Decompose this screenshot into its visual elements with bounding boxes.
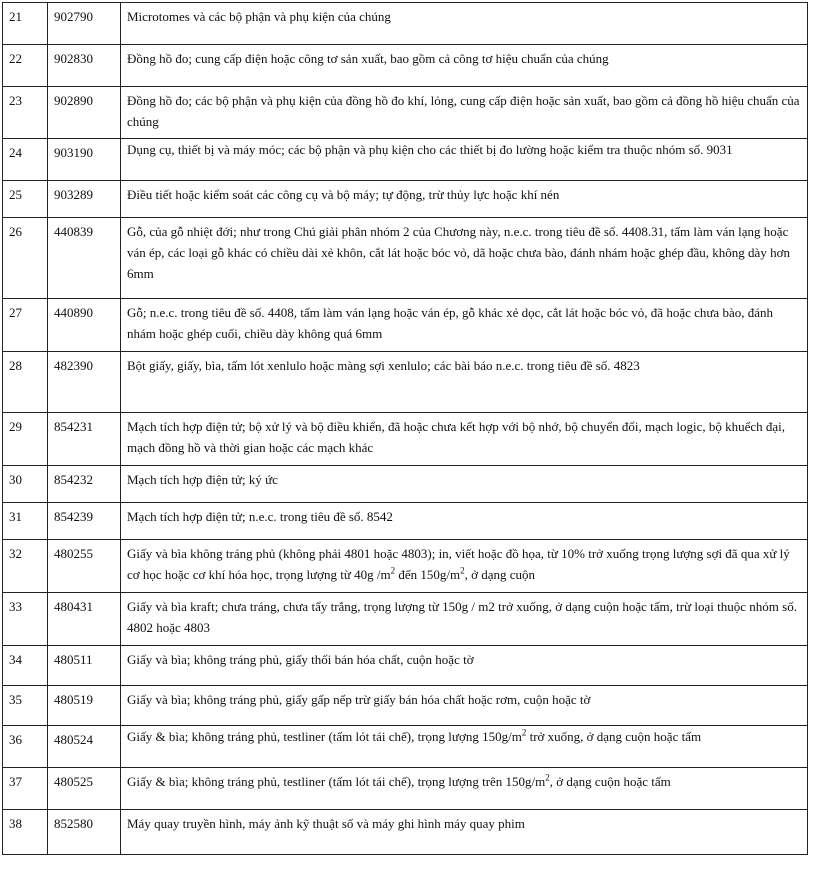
product-description: Giấy & bìa; không tráng phủ, testliner (tấm lót tái chế), trọng lượng $150g/m^2$ trở xuống, ở dạng cuộn hoặc tấm	[121, 726, 808, 768]
row-number: 23	[3, 87, 48, 139]
product-description: Giấy và bìa kraft; chưa tráng, chưa tẩy trắng, trọng lượng từ 150g / m2 trở xuống, ở dạng cuộn hoặc tấm, trừ loại thuộc nhóm số. 4802 hoặc 4803	[121, 593, 808, 646]
row-number: 31	[3, 503, 48, 540]
table-row	[3, 646, 808, 686]
table-row	[3, 352, 808, 413]
hs-code: 480511	[48, 646, 121, 686]
table-row	[3, 810, 808, 855]
table-row	[3, 768, 808, 810]
product-description: Microtomes và các bộ phận và phụ kiện của chúng	[121, 3, 808, 45]
hs-code: 852580	[48, 810, 121, 855]
product-description: Gỗ; n.e.c. trong tiêu đề số. 4408, tấm làm ván lạng hoặc ván ép, gỗ khác xẻ dọc, cắt lát hoặc bóc vỏ, đã hoặc chưa bào, đánh nhám hoặc ghép cuối, chiều dày không quá 6mm	[121, 299, 808, 352]
table-row	[3, 45, 808, 87]
row-number: 29	[3, 413, 48, 466]
row-number: 24	[3, 139, 48, 181]
hs-code: 440839	[48, 218, 121, 299]
product-description: Điều tiết hoặc kiểm soát các công cụ và bộ máy; tự động, trừ thủy lực hoặc khí nén	[121, 181, 808, 218]
product-description: Gỗ, của gỗ nhiệt đới; như trong Chú giải phân nhóm 2 của Chương này, n.e.c. trong tiêu đề số. 4408.31, tấm làm ván lạng hoặc ván ép, các loại gỗ khác có chiều dài xẻ khôn, cắt lát hoặc bóc vỏ, dã hoặc chưa bào, đánh nhám hoặc ghép đầu, không dày hơn 6mm	[121, 218, 808, 299]
hs-code: 440890	[48, 299, 121, 352]
row-number: 30	[3, 466, 48, 503]
hs-code: 903289	[48, 181, 121, 218]
row-number: 28	[3, 352, 48, 413]
table-row	[3, 139, 808, 181]
hs-code: 902830	[48, 45, 121, 87]
row-number: 32	[3, 540, 48, 593]
row-number: 27	[3, 299, 48, 352]
hs-code: 902790	[48, 3, 121, 45]
table-row	[3, 466, 808, 503]
table-row	[3, 593, 808, 646]
table-row	[3, 686, 808, 726]
hs-code: 480525	[48, 768, 121, 810]
product-description: Dụng cụ, thiết bị và máy móc; các bộ phận và phụ kiện cho các thiết bị đo lường hoặc kiểm tra thuộc nhóm số. 9031	[121, 139, 808, 181]
product-description: Giấy và bìa; không tráng phủ, giấy gấp nếp trừ giấy bán hóa chất hoặc rơm, cuộn hoặc tờ	[121, 686, 808, 726]
hs-code: 903190	[48, 139, 121, 181]
table-row	[3, 726, 808, 768]
product-description: Mạch tích hợp điện tử; bộ xử lý và bộ điều khiển, đã hoặc chưa kết hợp với bộ nhớ, bộ chuyển đổi, mạch logic, bộ khuếch đại, mạch đồng hồ và thời gian hoặc các mạch khác	[121, 413, 808, 466]
product-description: Máy quay truyền hình, máy ảnh kỹ thuật số và máy ghi hình máy quay phim	[121, 810, 808, 855]
row-number: 37	[3, 768, 48, 810]
product-description: Bột giấy, giấy, bìa, tấm lót xenlulo hoặc màng sợi xenlulo; các bài báo n.e.c. trong tiêu đề số. 4823	[121, 352, 808, 413]
hs-code: 902890	[48, 87, 121, 139]
table-row	[3, 503, 808, 540]
table-row	[3, 87, 808, 139]
hs-code: 480255	[48, 540, 121, 593]
row-number: 35	[3, 686, 48, 726]
table-row	[3, 540, 808, 593]
row-number: 34	[3, 646, 48, 686]
hs-code: 482390	[48, 352, 121, 413]
table-row	[3, 413, 808, 466]
hs-code: 480524	[48, 726, 121, 768]
hs-code: 854231	[48, 413, 121, 466]
product-description: Giấy và bìa; không tráng phủ, giấy thối bán hóa chất, cuộn hoặc tờ	[121, 646, 808, 686]
table-row	[3, 218, 808, 299]
row-number: 22	[3, 45, 48, 87]
hs-code: 480519	[48, 686, 121, 726]
product-description: Đồng hồ đo; các bộ phận và phụ kiện của đồng hồ đo khí, lỏng, cung cấp điện hoặc sản xuất, bao gồm cả đồng hồ hiệu chuẩn của chúng	[121, 87, 808, 139]
row-number: 25	[3, 181, 48, 218]
row-number: 38	[3, 810, 48, 855]
row-number: 26	[3, 218, 48, 299]
table-row	[3, 181, 808, 218]
row-number: 21	[3, 3, 48, 45]
table-row	[3, 299, 808, 352]
product-description: Mạch tích hợp điện tử; n.e.c. trong tiêu đề số. 8542	[121, 503, 808, 540]
product-description: Mạch tích hợp điện tử; ký ức	[121, 466, 808, 503]
table-row	[3, 3, 808, 45]
hs-code: 480431	[48, 593, 121, 646]
row-number: 36	[3, 726, 48, 768]
hs-code: 854239	[48, 503, 121, 540]
product-description: Giấy & bìa; không tráng phủ, testliner (tấm lót tái chế), trọng lượng trên $150g/m^2$, ở dạng cuộn hoặc tấm	[121, 768, 808, 810]
product-description: Giấy và bìa không tráng phủ (không phải 4801 hoặc 4803); in, viết hoặc đồ họa, từ 10% trở xuống trọng lượng sợi đã qua xử lý cơ học hoặc cơ khí hóa học, trọng lượng từ 40g $/m^2$ đến $150g/m^2$, ở dạng cuộn	[121, 540, 808, 593]
row-number: 33	[3, 593, 48, 646]
product-description: Đồng hồ đo; cung cấp điện hoặc công tơ sản xuất, bao gồm cả công tơ hiệu chuẩn của chúng	[121, 45, 808, 87]
hs-code: 854232	[48, 466, 121, 503]
hs-code-table	[2, 2, 808, 855]
